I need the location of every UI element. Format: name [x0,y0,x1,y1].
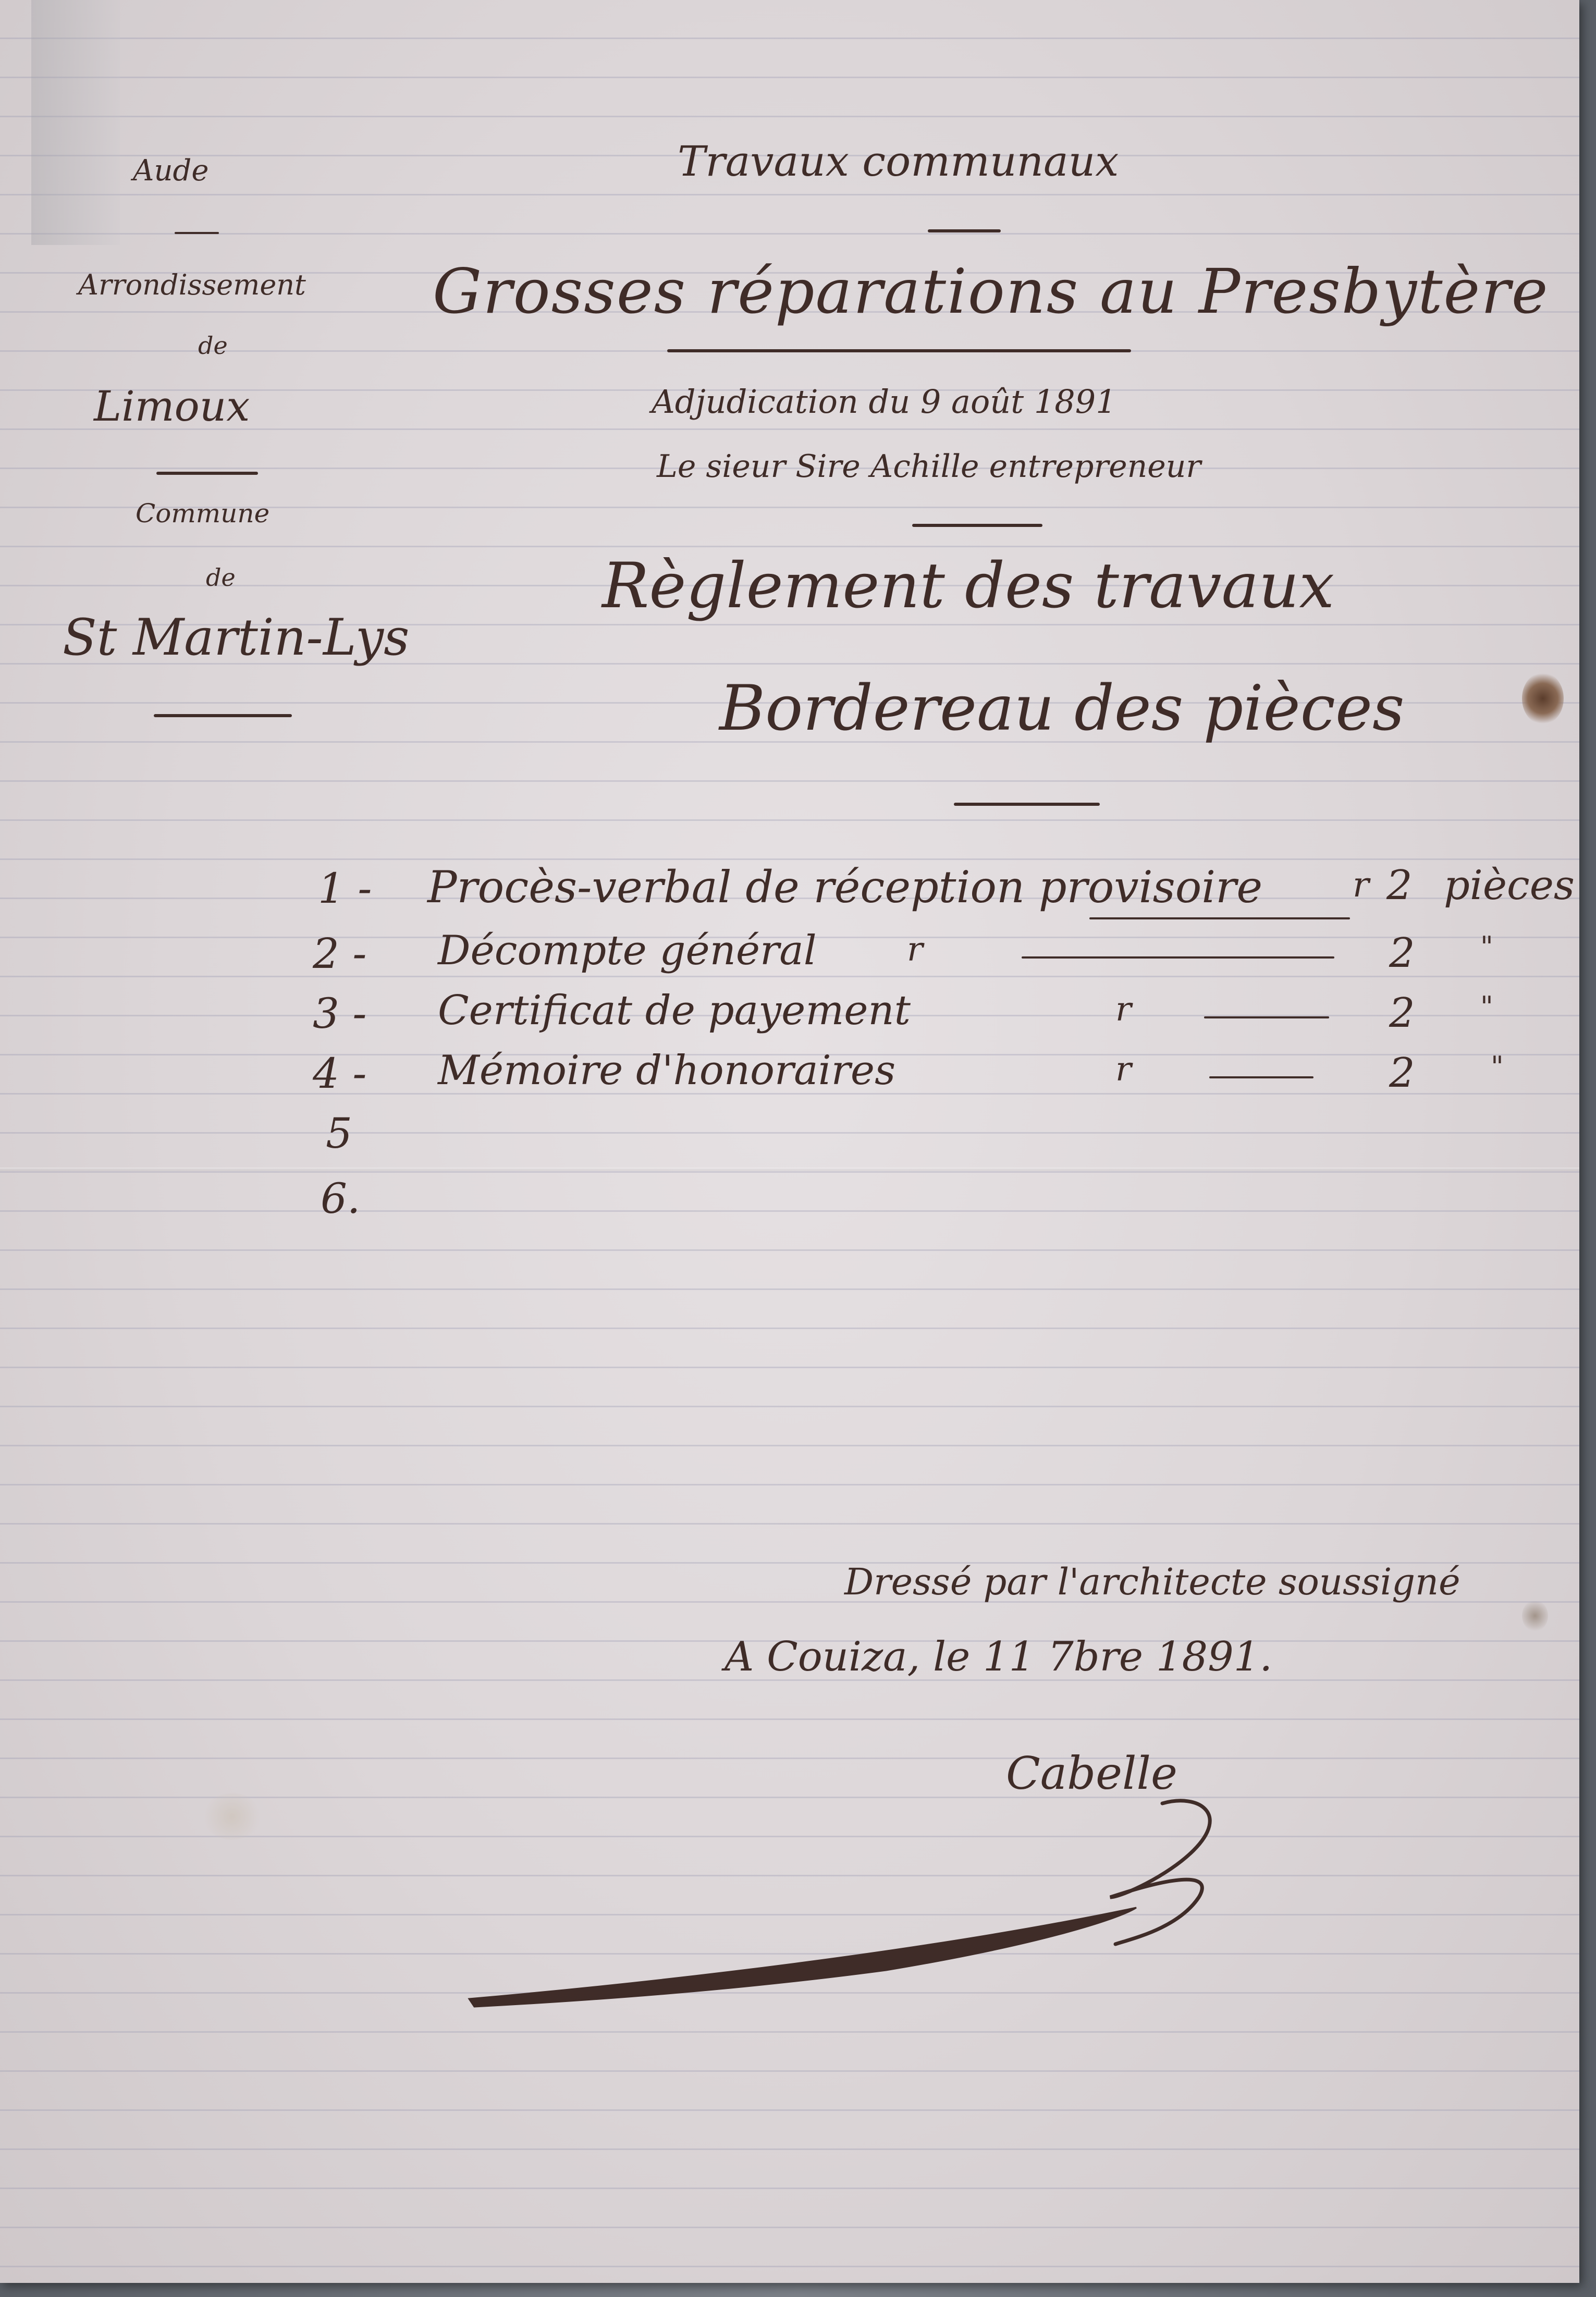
main-title: Grosses réparations au Presbytère [433,255,1549,327]
item-mark: r [1353,865,1369,905]
item-label: Certificat de payement [438,987,911,1034]
item-number: 3 - [313,989,367,1038]
item-label: Procès-verbal de réception provisoire [427,862,1263,913]
signature-name: Cabelle [1006,1748,1177,1800]
item-mark: r [907,930,923,969]
item-unit: " [1491,1050,1504,1083]
arrondissement-label: Arrondissement [78,268,306,301]
item-unit: pièces [1444,862,1575,909]
reglement-heading: Règlement des travaux [602,550,1335,622]
item-count: 2 [1389,1050,1415,1097]
arrondissement-de: de [198,331,228,360]
place-date-line: A Couiza, le 11 7bre 1891. [725,1633,1273,1680]
commune-name: St Martin-Lys [63,608,410,667]
item-count: 2 [1389,930,1415,977]
arrondissement-name: Limoux [94,382,250,431]
travaux-title: Travaux communaux [678,137,1119,186]
department-line: Aude [133,154,209,188]
item-mark: r [1115,1050,1132,1089]
drawn-by-line: Dressé par l'architecte soussigné [844,1561,1460,1603]
item-label: Mémoire d'honoraires [438,1047,896,1094]
item-unit: " [1480,990,1493,1023]
commune-label: Commune [136,498,270,529]
item-number: 6. [321,1174,361,1223]
item-number: 4 - [313,1049,367,1098]
bordereau-heading: Bordereau des pièces [719,672,1405,745]
commune-de: de [206,563,236,592]
item-label: Décompte général [438,927,817,974]
item-number: 2 - [313,929,367,978]
item-number: 5 [326,1109,352,1158]
item-count: 2 [1386,862,1413,909]
item-number: 1 - [318,864,372,913]
item-unit: " [1480,930,1493,963]
item-count: 2 [1389,990,1415,1037]
item-mark: r [1115,990,1132,1029]
entrepreneur-line: Le sieur Sire Achille entrepreneur [657,448,1201,485]
adjudication-line: Adjudication du 9 août 1891 [652,383,1116,421]
